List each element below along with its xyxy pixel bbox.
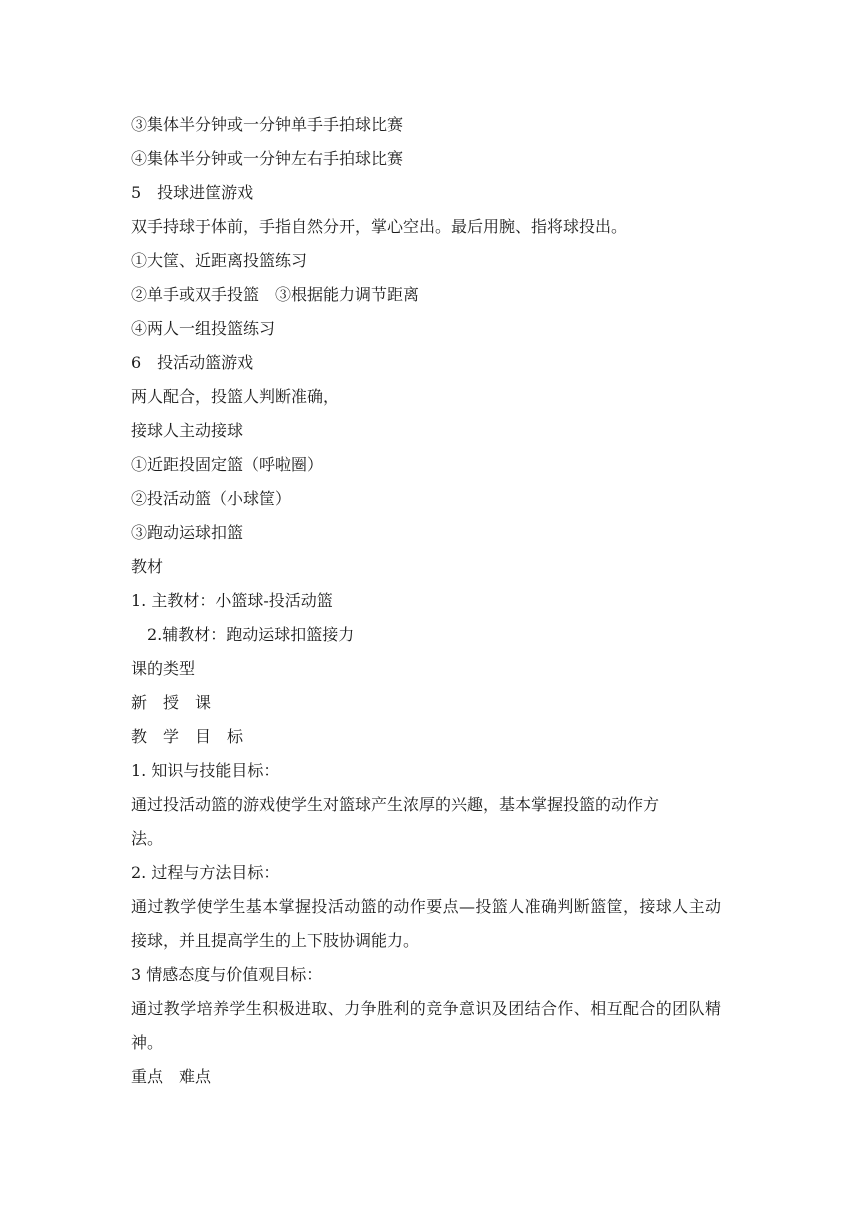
text-line: ④集体半分钟或一分钟左右手拍球比赛 — [131, 149, 404, 168]
text-line: 通过投活动篮的游戏使学生对篮球产生浓厚的兴趣，基本掌握投篮的动作方 — [131, 795, 660, 814]
section-heading: 6 投活动篮游戏 — [131, 353, 254, 372]
document-body — [131, 108, 741, 1094]
section-heading: 教 学 目 标 — [131, 727, 244, 746]
text-line: 1. 主教材：小篮球-投活动篮 — [131, 591, 333, 610]
text-line: 3 情感态度与价值观目标： — [131, 965, 323, 984]
text-line: 法。 — [131, 829, 164, 848]
text-line: ②单手或双手投篮 ③根据能力调节距离 — [131, 285, 420, 304]
text-line: ②投活动篮（小球筐） — [131, 489, 292, 508]
text-paragraph: 通过教学培养学生积极进取、力争胜利的竞争意识及团结合作、相互配合的团队精神。 — [131, 999, 721, 1052]
text-line: ①大筐、近距离投篮练习 — [131, 251, 308, 270]
text-line: ④两人一组投篮练习 — [131, 319, 276, 338]
text-line: 两人配合，投篮人判断准确， — [131, 387, 340, 406]
section-heading: 教材 — [131, 557, 164, 576]
text-line: 双手持球于体前，手指自然分开，掌心空出。最后用腕、指将球投出。 — [131, 217, 628, 236]
text-line: ③跑动运球扣篮 — [131, 523, 244, 542]
section-heading: 课的类型 — [131, 659, 196, 678]
text-line: 2.辅教材：跑动运球扣篮接力 — [147, 625, 355, 644]
section-heading: 重点 难点 — [131, 1067, 212, 1086]
section-heading: 5 投球进筐游戏 — [131, 183, 254, 202]
text-line: 接球人主动接球 — [131, 421, 244, 440]
text-line: ③集体半分钟或一分钟单手手拍球比赛 — [131, 115, 404, 134]
text-paragraph: 通过教学使学生基本掌握投活动篮的动作要点—投篮人准确判断篮筐，接球人主动接球，并且提高学生的上下肢协调能力。 — [131, 897, 721, 950]
text-line: 1. 知识与技能目标： — [131, 761, 280, 780]
text-line: 2. 过程与方法目标： — [131, 863, 280, 882]
text-line: ①近距投固定篮（呼啦圈） — [131, 455, 324, 474]
text-line: 新 授 课 — [131, 693, 212, 712]
